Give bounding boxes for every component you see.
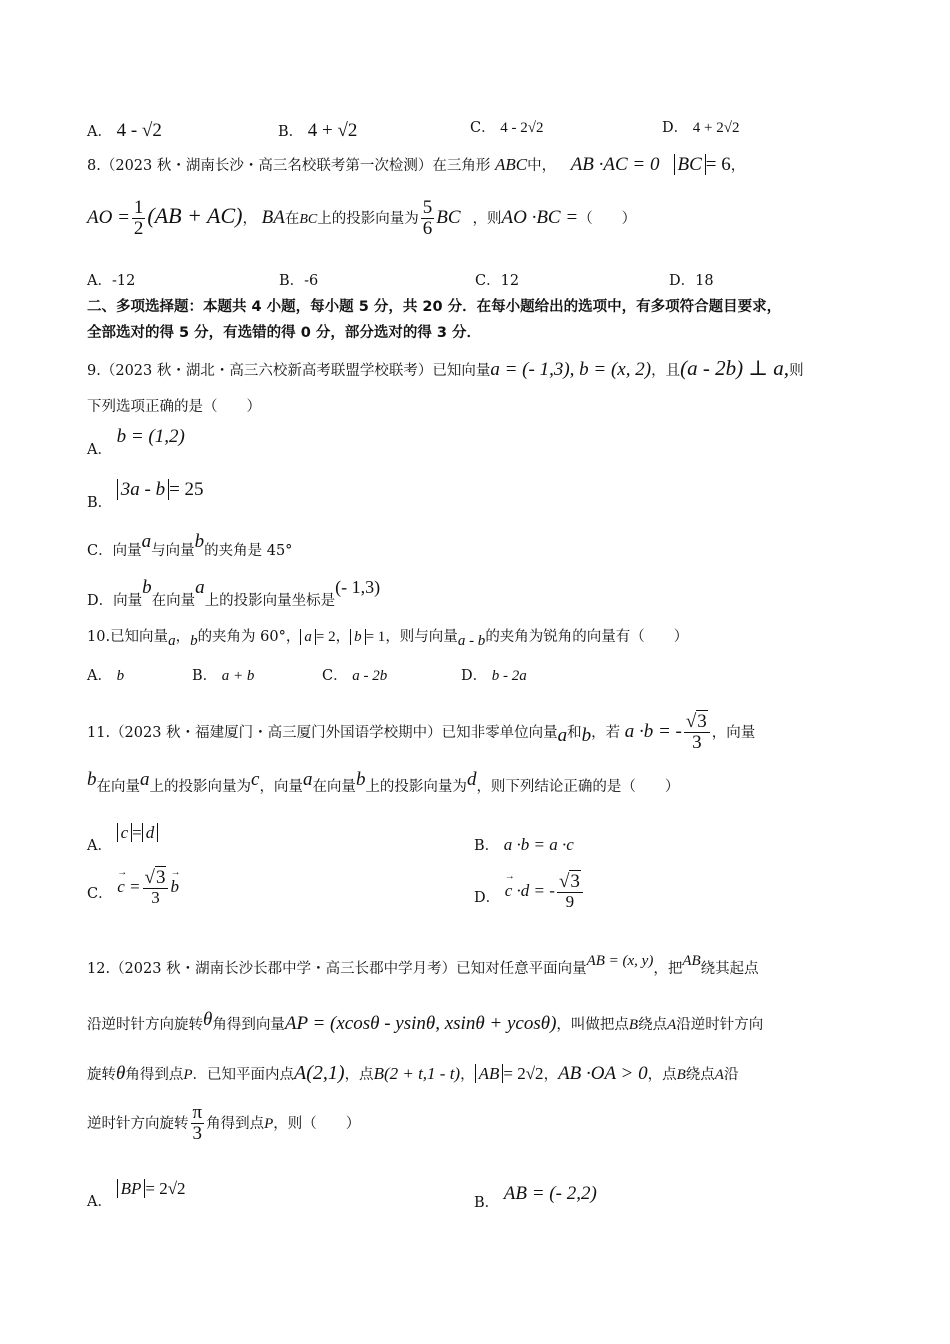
q12-text: 角得到点 <box>125 1067 184 1083</box>
vector-a: a <box>140 769 150 790</box>
radicand: 3 <box>570 871 580 892</box>
q12-line-3 <box>87 1063 738 1083</box>
q12-text: ，点 <box>647 1067 677 1083</box>
option-expr: AB = (- 2,2) <box>503 1183 597 1204</box>
angle-theta: θ <box>116 1063 126 1084</box>
option-value: 18 <box>695 273 714 289</box>
option-label: B． <box>192 668 218 684</box>
q11-text: 在向量 <box>96 779 140 795</box>
point-a: A <box>667 1017 677 1033</box>
magnitude-a: a <box>300 629 316 645</box>
angle-theta: θ <box>203 1009 213 1030</box>
option-label: A． <box>87 838 112 854</box>
q9-text: 向量 <box>112 543 142 559</box>
equals: = <box>132 823 142 842</box>
numerator: 1 <box>133 197 144 218</box>
q12-text: 旋转 <box>87 1067 116 1083</box>
q12-text: 角得到点 <box>206 1115 265 1132</box>
option-value: -12 <box>111 273 136 289</box>
dot-product-condition: AB ·AC = 0 <box>570 154 660 175</box>
q8-text: 在 <box>284 210 300 227</box>
vector-b: b <box>142 577 152 598</box>
numerator: π <box>192 1102 203 1123</box>
option-label: D． <box>87 593 114 609</box>
option-label: B． <box>474 1195 500 1211</box>
fraction-root3-over-9: $\frac{√3}{9}$ <box>557 872 583 912</box>
vectors-given: a = (- 1,3), b = (x, 2) <box>490 359 652 380</box>
magnitude-b: b <box>350 629 366 645</box>
question-source: （2023 秋・福建厦门・高三厦门外国语学校期中） <box>110 724 442 741</box>
dot-product-condition: AB ·OA > 0 <box>558 1063 648 1084</box>
punct: ， <box>175 629 191 645</box>
denominator: 6 <box>422 217 433 239</box>
q9-text: 则 <box>789 363 804 379</box>
q11-text: ，向量 <box>711 724 756 741</box>
option-label: B． <box>474 838 500 854</box>
q10-text: 的夹角为锐角的向量有（ ） <box>485 629 689 645</box>
vector-b: b <box>87 769 97 790</box>
bc-vector: BC <box>436 206 461 228</box>
q10-option-a <box>87 669 124 684</box>
q12-text: ．已知平面内点 <box>192 1067 295 1083</box>
option-label: A． <box>87 1194 112 1210</box>
option-label: C． <box>87 885 113 902</box>
q9-line-1 <box>87 358 804 379</box>
q11-text: ，向量 <box>259 779 303 795</box>
denominator: 9 <box>565 891 575 911</box>
option-value: b - 2a <box>491 668 527 684</box>
option-label: A． <box>87 273 112 289</box>
q12-text: 沿 <box>723 1067 739 1083</box>
radicand: 3 <box>155 867 166 888</box>
q11-line-1 <box>87 712 755 754</box>
point-b: B <box>628 1017 639 1033</box>
q9-text: ，且 <box>651 363 681 379</box>
q10-option-c <box>322 669 387 684</box>
magnitude-value: = 1 <box>365 629 386 645</box>
fraction-pi-over-3 <box>191 1103 205 1145</box>
magnitude-expr: 3a - b <box>117 479 169 500</box>
q10-option-b <box>192 669 254 684</box>
option-label: D． <box>461 668 488 684</box>
q9-text: 上的投影向量坐标是 <box>204 593 336 609</box>
punct: ， <box>730 158 746 174</box>
magnitude-value: = 2√2 <box>503 1064 544 1083</box>
q10-option-d <box>461 669 527 684</box>
q12-text: 角得到向量 <box>212 1017 285 1033</box>
vector-b: b <box>194 531 205 552</box>
q9-option-b <box>87 479 204 511</box>
q9-option-c <box>87 531 293 559</box>
option-label: B． <box>278 124 304 140</box>
q9-text: 在向量 <box>151 593 196 609</box>
vector-a: a <box>557 724 568 746</box>
q12-option-b <box>474 1183 597 1211</box>
bc-value: = 6 <box>705 154 731 175</box>
q8-text: ，则 <box>472 210 502 227</box>
dot-product-expr: → c ·d = - <box>505 882 555 899</box>
rotation-formula: AP = (xcosθ - ysinθ, xsinθ + ycosθ) <box>284 1013 557 1034</box>
q8-option-a <box>87 274 135 289</box>
punct: ， <box>242 210 257 227</box>
q7-option-c <box>470 121 543 136</box>
vector-definition: AB = (x, y) <box>586 953 654 969</box>
magnitude-c: c <box>117 823 133 842</box>
q11-option-a <box>87 823 158 854</box>
q8-option-d <box>669 274 714 289</box>
q8-option-b <box>279 274 318 289</box>
magnitude-ab: AB <box>475 1064 504 1083</box>
q8-line-2 <box>87 198 636 240</box>
q9-option-d <box>87 577 381 609</box>
question-number: 9. <box>87 363 101 379</box>
punct: ， <box>335 629 351 645</box>
option-value: a - 2b <box>352 668 388 684</box>
answer-blank: （ ） <box>578 210 637 227</box>
magnitude-value: = 2 <box>315 629 336 645</box>
point-a-coords: A(2,1) <box>294 1062 345 1084</box>
option-expr: 4 - 2√2 <box>500 120 544 136</box>
projection-coordinates: (- 1,3) <box>335 577 381 597</box>
q12-text: 绕点 <box>685 1067 715 1083</box>
magnitude-d: d <box>142 823 159 842</box>
fraction-half <box>132 198 146 240</box>
q8-option-c <box>475 274 519 289</box>
q9-option-a <box>87 426 185 458</box>
option-label: B． <box>279 273 305 289</box>
denominator: 3 <box>692 731 702 753</box>
fraction-root3-over-3: $\frac{√3}{3}$ <box>143 868 169 908</box>
point-b: B <box>676 1067 686 1083</box>
bc-magnitude: BC <box>674 154 706 175</box>
q9-text: 的夹角是 45° <box>204 543 293 559</box>
q11-line-2 <box>87 769 680 795</box>
point-a: A <box>714 1067 724 1083</box>
denominator: 2 <box>133 217 144 239</box>
vector-a: a <box>168 633 176 649</box>
q10-line-1 <box>87 629 689 649</box>
q10-text: 已知向量 <box>110 629 169 645</box>
section-heading-line-2: 全部选对的得 5 分，有选错的得 0 分，部分选对的得 3 分． <box>87 325 482 341</box>
vector-a: a <box>302 769 313 790</box>
section-heading-line-1: 二、多项选择题：本题共 4 小题，每小题 5 分，共 20 分．在每小题给出的选项中，有多项符合题目要求， <box>87 299 782 315</box>
q12-text: 绕其起点 <box>700 961 759 977</box>
question-number: 11. <box>87 724 111 741</box>
q12-text: 沿逆时针方向旋转 <box>87 1017 203 1033</box>
q11-option-c <box>87 868 179 908</box>
option-expr: a ·b = a ·c <box>503 835 574 854</box>
ask-expr: AO ·BC = <box>501 206 579 228</box>
option-label: D． <box>669 273 696 289</box>
option-label: B． <box>87 495 113 511</box>
q11-text: ，若 <box>591 724 621 741</box>
option-value: b <box>116 668 125 684</box>
vector-b: b <box>355 769 366 790</box>
fraction-root3-over-3: $\frac{√3}{3}$ <box>684 712 710 754</box>
option-label: A． <box>87 124 112 140</box>
option-label: C． <box>470 120 496 136</box>
question-source: （2023 秋・湖南长沙长郡中学・高三长郡中学月考） <box>110 961 457 977</box>
q11-text: 在向量 <box>312 779 356 795</box>
option-label: A． <box>87 442 112 458</box>
vector-d: d <box>466 769 477 790</box>
sum-expr: (AB + AC) <box>147 202 243 228</box>
q11-text: 已知非零单位向量 <box>441 724 558 741</box>
q11-option-b <box>474 836 574 854</box>
q12-line-1 <box>87 953 759 977</box>
q11-text: ，则下列结论正确的是（ ） <box>476 779 680 795</box>
q12-line-4 <box>87 1103 360 1145</box>
ao-expr: AO = <box>87 206 130 228</box>
ba-vector: BA <box>261 206 285 228</box>
option-label: D． <box>474 889 501 906</box>
q12-text: 已知对任意平面向量 <box>456 961 587 977</box>
option-label: D． <box>662 120 689 136</box>
q8-text: 中， <box>527 158 557 174</box>
q8-text: 在三角形 <box>432 158 491 174</box>
numerator: 5 <box>422 197 433 218</box>
question-number: 10. <box>87 629 111 645</box>
question-number: 12. <box>87 961 111 977</box>
q9-text: 向量 <box>113 593 143 609</box>
vector-difference: a - b <box>457 633 486 649</box>
bc-line: BC <box>299 211 318 227</box>
triangle-name: ABC <box>494 155 528 174</box>
q12-option-a <box>87 1179 186 1210</box>
q7-option-b <box>278 121 357 140</box>
q11-option-d <box>474 872 585 912</box>
vector-c: c <box>251 769 260 790</box>
q11-text: 上的投影向量为 <box>365 779 467 795</box>
question-source: （2023 秋・湖南长沙・高三名校联考第一次检测） <box>100 158 433 174</box>
radicand: 3 <box>697 711 707 732</box>
option-expr: 4 - √2 <box>116 120 162 141</box>
option-label: C． <box>322 668 348 684</box>
point-p: P <box>264 1115 274 1132</box>
q12-text: ，点 <box>344 1067 374 1083</box>
vector-a: a <box>195 577 205 598</box>
denominator: 3 <box>151 887 160 907</box>
q12-text: ，把 <box>653 961 683 977</box>
vector-b: b <box>581 724 592 746</box>
option-value: a + b <box>221 668 255 684</box>
vector-ab: AB <box>682 953 701 969</box>
option-expr: 4 + √2 <box>307 120 358 141</box>
question-number: 8. <box>87 158 101 174</box>
q12-text: ，叫做把点 <box>556 1017 629 1033</box>
point-b-coords: B(2 + t,1 - t) <box>373 1064 461 1083</box>
q12-text: 逆时针方向旋转 <box>87 1115 189 1132</box>
q12-text: 沿逆时针方向 <box>676 1017 764 1033</box>
q10-text: ，则与向量 <box>385 629 458 645</box>
q7-option-a <box>87 121 162 140</box>
q7-option-d <box>662 121 739 136</box>
q8-text: 上的投影向量为 <box>317 210 419 227</box>
dot-product-expr: a ·b = - <box>624 720 682 742</box>
q9-text: 已知向量 <box>432 363 491 379</box>
q10-text: 的夹角为 60°， <box>197 629 301 645</box>
option-expr: 4 + 2√2 <box>692 120 740 136</box>
q9-line-2: 下列选项正确的是（ ） <box>87 399 261 415</box>
option-value: 12 <box>500 273 520 289</box>
option-value: = 2√2 <box>145 1179 186 1198</box>
option-label: C． <box>475 273 501 289</box>
q9-text: 与向量 <box>151 543 195 559</box>
option-value: -6 <box>304 273 319 289</box>
vector-b: → b <box>170 878 179 895</box>
fraction-five-sixths <box>421 198 435 240</box>
q8-line-1 <box>87 155 745 174</box>
punct: ， <box>543 1067 559 1083</box>
option-value: = 25 <box>169 479 204 500</box>
punct: ， <box>460 1067 475 1083</box>
c-lhs: → c = <box>117 878 140 895</box>
option-label: A． <box>87 668 112 684</box>
option-label: C． <box>87 543 113 559</box>
denominator: 3 <box>192 1122 203 1144</box>
magnitude-bp: BP <box>117 1179 146 1198</box>
question-source: （2023 秋・湖北・高三六校新高考联盟学校联考） <box>100 363 433 379</box>
option-expr: b = (1,2) <box>116 426 185 447</box>
q11-text: 上的投影向量为 <box>149 779 251 795</box>
vector-a: a <box>141 531 152 552</box>
q12-text: ，则（ ） <box>273 1115 361 1132</box>
perpendicular-condition: (a - 2b) ⊥ a, <box>680 356 790 380</box>
q12-line-2 <box>87 1009 764 1034</box>
q12-text: 绕点 <box>638 1017 668 1033</box>
q11-text: 和 <box>567 724 582 741</box>
vector-b: b <box>190 633 198 649</box>
point-p: P <box>183 1067 193 1083</box>
